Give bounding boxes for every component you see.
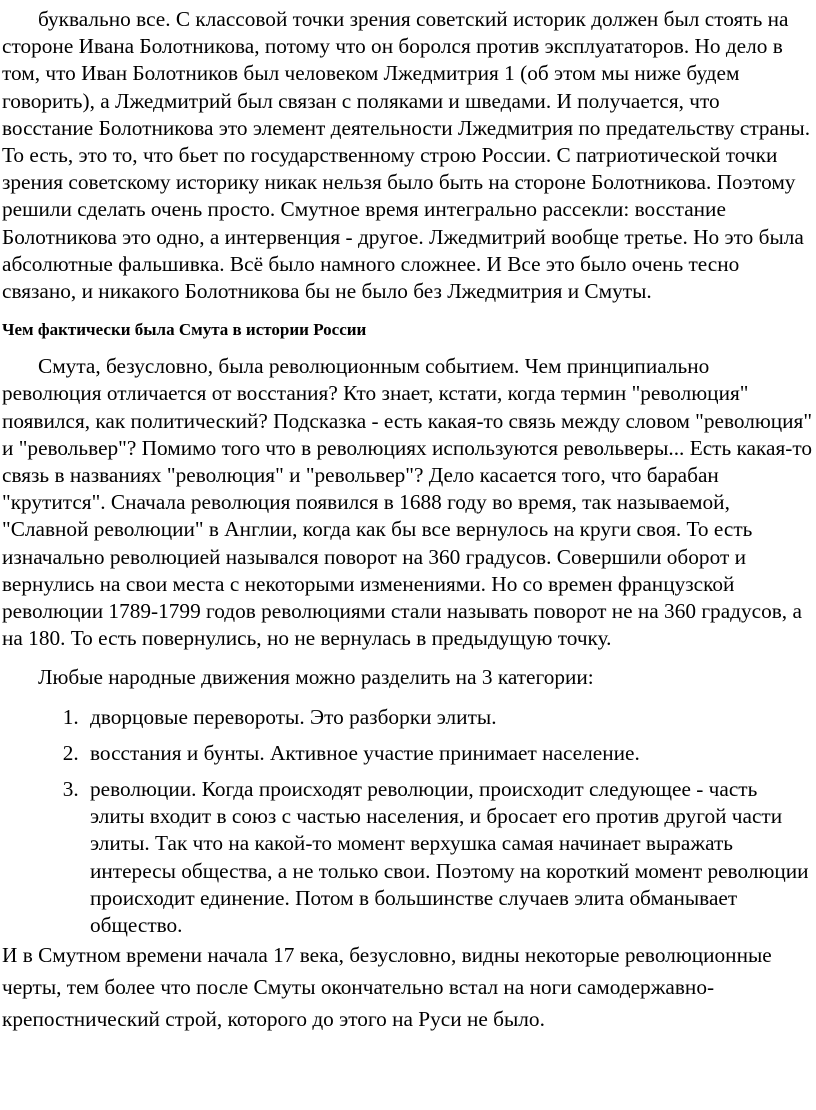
list-item: 3. революции. Когда происходят революции, происходит следующее - часть элиты входит в союз с частью населения, и бросает его против другой части элиты. Так что на какой-то момент верхушка самая начинает выражать интересы общества, а не только свои. Поэтому на короткий момент революции происходит единение. Потом в большинстве случаев элита обманывает общество.	[84, 776, 814, 939]
categories-list	[2, 704, 814, 940]
paragraph-conclusion: И в Смутном времени начала 17 века, безусловно, видны некоторые революционные черты, тем более что после Смуты окончательно встал на ноги самодержавно-крепостнический строй, которого до этого на Руси не было.	[2, 943, 772, 1032]
paragraph-revolution: Смута, безусловно, была революционным событием. Чем принципиально революция отличается от восстания? Кто знает, кстати, когда термин "революция" появился, как политический? Подсказка - есть какая-то связь между словом "революция" и "револьвер"? Помимо того что в революциях используются револьверы... Есть какая-то связь в названиях "революция" и "револьвер"? Дело касается того, что барабан "крутится". Сначала революция появился в 1688 году во время, так называемой, "Славной революции" в Англии, когда как бы все вернулось на круги своя. То есть изначально революцией назывался поворот на 360 градусов. Совершили оборот и вернулись на свои места с некоторыми изменениями. Но со времен французской революции 1789-1799 годов революциями стали называть поворот не на 360 градусов, а на 180. То есть повернулись, но не вернулась в предыдущую точку.	[2, 354, 813, 651]
section-heading: Чем фактически была Смута в истории России	[2, 320, 367, 340]
list-item: 1. дворцовые перевороты. Это разборки элиты.	[84, 704, 814, 731]
paragraph-bolotnikov: буквально все. С классовой точки зрения советский историк должен был стоять на стороне Ивана Болотникова, потому что он боролся против эксплуататоров. Но дело в том, что Иван Болотников был человеком Лжедмитрия 1 (об этом мы ниже будем говорить), а Лжедмитрий был связан с поляками и шведами. И получается, что восстание Болотникова это элемент деятельности Лжедмитрия по предательству страны. То есть, это то, что бьет по государственному строю России. С патриотической точки зрения советскому историку никак нельзя было быть на стороне Болотникова. Поэтому решили сделать очень просто. Смутное время интегрально рассекли: восстание Болотникова это одно, а интервенция - другое. Лжедмитрий вообще третье. Но это была абсолютные фальшивка. Всё было намного сложнее. И Все это было очень тесно связано, и никакого Болотникова бы не было без Лжедмитрия и Смуты.	[2, 7, 811, 304]
list-intro: Любые народные движения можно разделить на 3 категории:	[38, 665, 594, 690]
list-item: 2. восстания и бунты. Активное участие принимает население.	[84, 740, 814, 767]
document-page	[2, 6, 814, 1035]
